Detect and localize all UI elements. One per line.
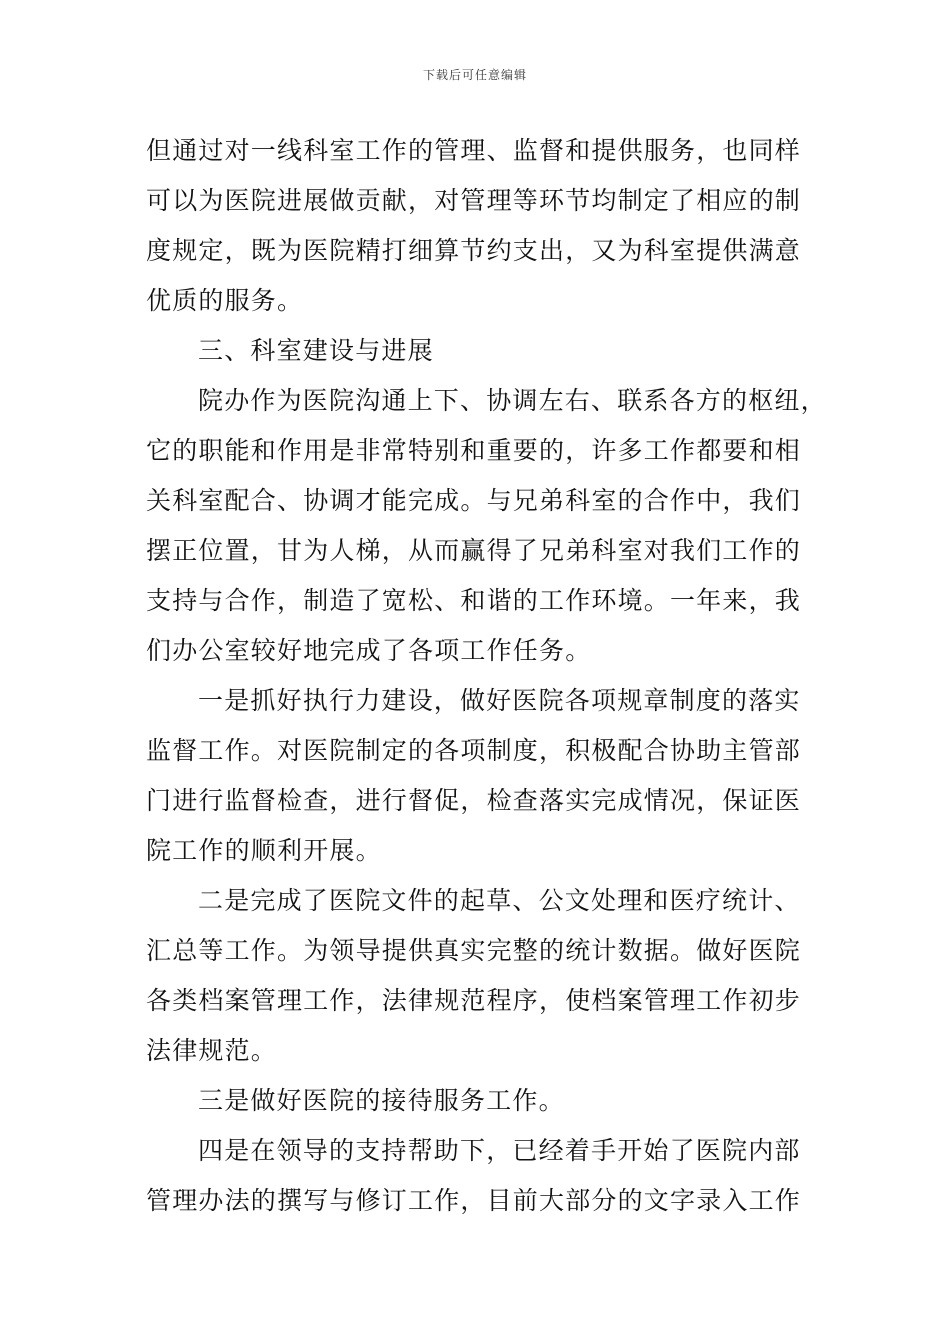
text-line: 但通过对一线科室工作的管理、监督和提供服务，也同样: [146, 136, 802, 165]
text-line: 门进行监督检查，进行督促，检查落实完成情况，保证医: [146, 786, 802, 815]
text-line: 一是抓好执行力建设，做好医院各项规章制度的落实: [198, 686, 801, 715]
text-line: 院工作的顺利开展。: [146, 836, 382, 865]
text-line: 监督工作。对医院制定的各项制度，积极配合协助主管部: [146, 736, 802, 765]
text-line: 四是在领导的支持帮助下，已经着手开始了医院内部: [198, 1136, 801, 1165]
text-line: 汇总等工作。为领导提供真实完整的统计数据。做好医院: [146, 936, 802, 965]
text-line: 摆正位置，甘为人梯，从而赢得了兄弟科室对我们工作的: [146, 536, 802, 565]
text-line: 优质的服务。: [146, 286, 304, 315]
text-line: 法律规范。: [146, 1036, 278, 1065]
text-line: 可以为医院进展做贡献，对管理等环节均制定了相应的制: [146, 186, 802, 215]
text-line: 院办作为医院沟通上下、协调左右、联系各方的枢纽，: [198, 386, 827, 415]
page-header: 下载后可任意编辑: [422, 68, 527, 82]
section-heading: 三、科室建设与进展: [198, 336, 434, 365]
text-line: 度规定，既为医院精打细算节约支出，又为科室提供满意: [146, 236, 802, 265]
text-line: 三是做好医院的接待服务工作。: [198, 1086, 565, 1115]
text-line: 关科室配合、协调才能完成。与兄弟科室的合作中，我们: [146, 486, 802, 515]
text-line: 管理办法的撰写与修订工作，目前大部分的文字录入工作: [146, 1186, 802, 1215]
text-line: 它的职能和作用是非常特别和重要的，许多工作都要和相: [146, 436, 802, 465]
text-line: 们办公室较好地完成了各项工作任务。: [146, 636, 592, 665]
text-line: 各类档案管理工作，法律规范程序，使档案管理工作初步: [146, 986, 802, 1015]
text-line: 支持与合作，制造了宽松、和谐的工作环境。一年来，我: [146, 586, 802, 615]
document-body: [146, 126, 846, 1226]
text-line: 二是完成了医院文件的起草、公文处理和医疗统计、: [198, 886, 801, 915]
